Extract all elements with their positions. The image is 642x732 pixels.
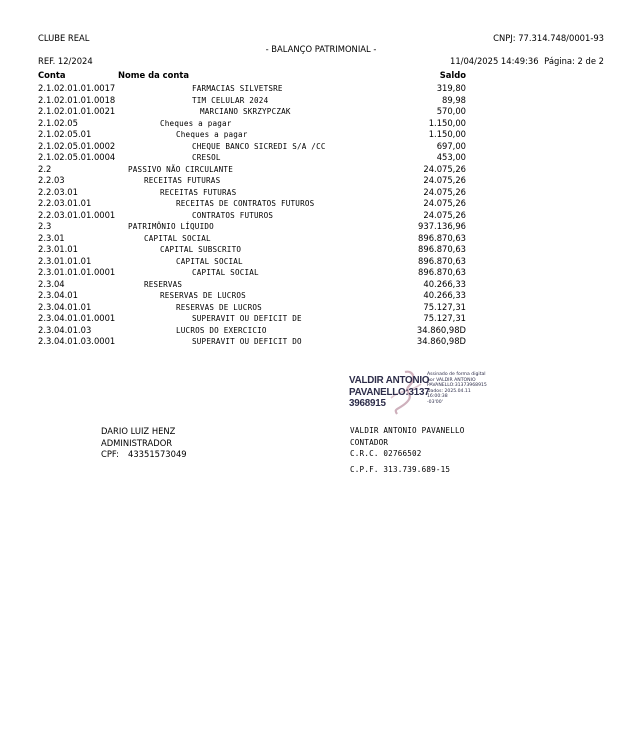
- table-row: [0, 188, 642, 200]
- account-balance: 1.150,00: [428, 129, 466, 139]
- table-row: [0, 268, 642, 280]
- digital-signature: [347, 368, 487, 416]
- account-name: CONTRATOS FUTUROS: [192, 210, 274, 220]
- account-name: SUPERAVIT OU DEFICIT DE: [192, 314, 302, 323]
- account-code: 2.3.04.01.03: [38, 324, 92, 335]
- account-code: 2.2.03.01: [38, 186, 78, 197]
- account-code: 2.2.03.01.01: [38, 198, 92, 208]
- signatory-right-role: CONTADOR: [350, 438, 389, 447]
- table-row: [0, 107, 642, 119]
- account-name: Cheques a pagar: [160, 118, 232, 128]
- account-balance: 24.075,26: [423, 209, 466, 220]
- table-row: [0, 153, 642, 165]
- table-row: [0, 211, 642, 223]
- company-name: CLUBE REAL: [38, 33, 90, 43]
- account-code: 2.1.02.01.01.0018: [38, 94, 116, 105]
- table-row: [0, 234, 642, 246]
- account-balance: 75.127,31: [423, 301, 466, 312]
- signatory-right-name: VALDIR ANTONIO PAVANELLO: [350, 426, 465, 435]
- account-name: RECEITAS FUTURAS: [160, 187, 237, 197]
- table-row: [0, 165, 642, 177]
- account-name: CAPITAL SOCIAL: [176, 256, 243, 266]
- digital-signature-note: Assinado de forma digital por VALDIR ANTONIO PAVANELLO:31373968915 Dados: 2025.04.11 16:00:38 -03'00': [427, 372, 487, 405]
- table-row: [0, 119, 642, 131]
- account-balance: 453,00: [436, 152, 466, 162]
- account-balance: 24.075,26: [423, 198, 466, 208]
- signatory-right-crc: C.R.C. 02766502: [350, 449, 422, 458]
- account-balance: 24.075,26: [423, 163, 466, 174]
- table-row: [0, 176, 642, 188]
- account-balance: 24.075,26: [423, 175, 466, 185]
- account-name: RECEITAS FUTURAS: [144, 176, 221, 185]
- account-code: 2.1.02.05: [38, 117, 78, 128]
- account-balance: 319,80: [436, 83, 466, 93]
- account-balance: 1.150,00: [428, 117, 466, 128]
- reference-period: REF. 12/2024: [38, 56, 93, 66]
- account-code: 2.3.04.01.01: [38, 301, 92, 312]
- account-balance: 89,98: [442, 94, 466, 105]
- account-balance: 34.860,98D: [416, 336, 466, 346]
- column-header-conta: Conta: [38, 70, 66, 80]
- account-code: 2.1.02.05.01.0004: [38, 152, 116, 162]
- column-header-nome: Nome da conta: [118, 70, 189, 80]
- account-balance: 570,00: [436, 106, 466, 116]
- account-balance: 34.860,98D: [416, 324, 466, 335]
- account-name: CAPITAL SOCIAL: [192, 268, 259, 277]
- account-code: 2.2.03: [38, 175, 65, 185]
- page-number: Página: 2 de 2: [544, 56, 604, 66]
- account-code: 2.1.02.01.01.0021: [38, 106, 116, 116]
- account-name: FARMACIAS SILVETSRE: [192, 84, 283, 93]
- table-row: [0, 291, 642, 303]
- signatory-left-cpf: 43351573049: [128, 449, 187, 459]
- account-code: 2.1.02.05.01.0002: [38, 140, 116, 151]
- table-row: [0, 199, 642, 211]
- account-balance: 697,00: [436, 140, 466, 151]
- signatory-right-cpf: C.P.F. 313.739.689-15: [350, 465, 451, 474]
- account-name: PATRIMÔNIO LÍQUIDO: [128, 222, 214, 231]
- account-code: 2.3.04.01.01.0001: [38, 313, 116, 323]
- account-name: CAPITAL SOCIAL: [144, 233, 211, 243]
- account-name: Cheques a pagar: [176, 130, 248, 139]
- signatory-left-name: DARIO LUIZ HENZ: [101, 426, 176, 436]
- account-code: 2.3: [38, 221, 52, 231]
- account-balance: 896.870,63: [418, 232, 466, 243]
- account-balance: 24.075,26: [423, 186, 466, 197]
- account-code: 2.3.01.01.01.0001: [38, 267, 116, 277]
- account-name: RECEITAS DE CONTRATOS FUTUROS: [176, 199, 315, 208]
- account-code: 2.3.01.01.01: [38, 255, 92, 266]
- table-row: [0, 222, 642, 234]
- account-name: CRESOL: [192, 153, 221, 162]
- account-name: TIM CELULAR 2024: [192, 95, 269, 105]
- account-name: RESERVAS DE LUCROS: [176, 302, 262, 312]
- signatory-left-cpf-label: CPF:: [101, 449, 119, 459]
- table-row: [0, 84, 642, 96]
- account-name: LUCROS DO EXERCICIO: [176, 325, 267, 335]
- account-balance: 896.870,63: [418, 255, 466, 266]
- table-row: [0, 245, 642, 257]
- signatory-left-role: ADMINISTRADOR: [101, 438, 173, 448]
- account-code: 2.3.01.01: [38, 244, 78, 254]
- account-name: RESERVAS DE LUCROS: [160, 291, 246, 300]
- account-code: 2.1.02.05.01: [38, 129, 92, 139]
- account-code: 2.3.04.01: [38, 290, 78, 300]
- table-row: [0, 280, 642, 292]
- account-balance: 40.266,33: [423, 290, 466, 300]
- account-balance: 937.136,96: [418, 221, 466, 231]
- account-balance: 75.127,31: [423, 313, 466, 323]
- account-code: 2.3.04.01.03.0001: [38, 336, 116, 346]
- account-code: 2.2: [38, 163, 52, 174]
- table-row: [0, 314, 642, 326]
- account-name: MARCIANO SKRZYPCZAK: [200, 107, 291, 116]
- account-name: PASSIVO NÃO CIRCULANTE: [128, 164, 233, 174]
- account-name: RESERVAS: [144, 279, 183, 289]
- cnpj: CNPJ: 77.314.748/0001-93: [493, 33, 604, 43]
- account-code: 2.3.04: [38, 278, 65, 289]
- report-datetime: 11/04/2025 14:49:36: [450, 56, 539, 66]
- account-name: CAPITAL SUBSCRITO: [160, 245, 242, 254]
- account-balance: 40.266,33: [423, 278, 466, 289]
- table-row: [0, 337, 642, 349]
- account-code: 2.3.01: [38, 232, 65, 243]
- column-header-saldo: Saldo: [439, 70, 466, 80]
- account-name: CHEQUE BANCO SICREDI S/A /CC: [192, 141, 326, 151]
- digital-signature-name: VALDIR ANTONIO PAVANELLO:3137 3968915: [349, 375, 430, 409]
- account-code: 2.2.03.01.01.0001: [38, 209, 116, 220]
- account-balance: 896.870,63: [418, 267, 466, 277]
- account-code: 2.1.02.01.01.0017: [38, 83, 116, 93]
- account-name: SUPERAVIT OU DEFICIT DO: [192, 337, 302, 346]
- report-title: - BALANÇO PATRIMONIAL -: [265, 44, 377, 54]
- table-row: [0, 130, 642, 142]
- account-balance: 896.870,63: [418, 244, 466, 254]
